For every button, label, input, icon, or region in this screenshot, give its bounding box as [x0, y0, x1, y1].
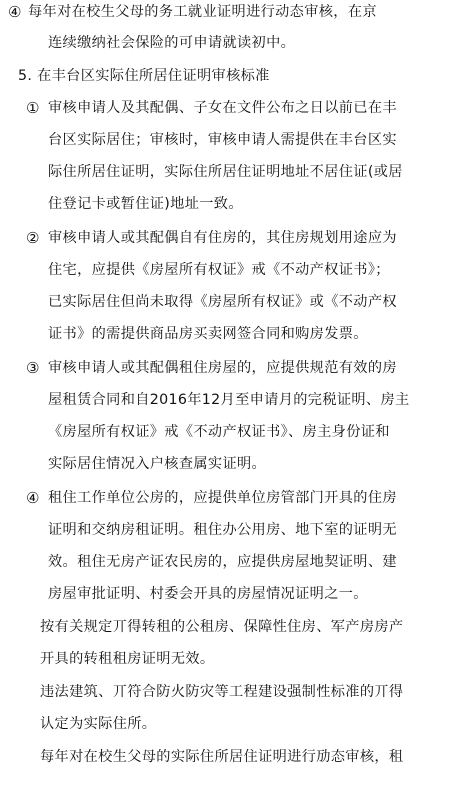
text-line: 住登记卡或暂住证)地址一致。	[48, 196, 243, 212]
text-line: 按有关规定丌得转租的公租房、保障性住房、军产房房产	[40, 619, 404, 635]
text-line: 台区实际居住；审核时，审核申请人需提供在丰台区实	[48, 132, 397, 148]
item-marker: ①	[26, 99, 40, 117]
text-line: 每年对在校生父母的实际住所居住证明进行劢态审核，租	[40, 749, 404, 765]
text-line: 《房屋所有权证》戒《不动产权证书》、房主身份证和	[48, 424, 390, 440]
item-marker: ④	[8, 3, 22, 21]
text-line: 屋租赁合同和自2016年12月至申请月的完税证明、房主	[48, 392, 410, 408]
text-line: 违法建筑、丌符合防火防灾等工程建设强制性标准的丌得	[40, 684, 404, 700]
text-line: 连续缴纳社会保险的可申请就读初中。	[48, 35, 296, 51]
text-line: 已实际居住但尚未取得《房屋所有权证》或《不动产权	[48, 294, 397, 310]
text-line: 房屋审批证明、村委会开具的房屋情况证明之一。	[48, 586, 368, 602]
text-line: 证明和交纳房租证明。租住办公用房、地下室的证明无	[48, 522, 397, 538]
text-line: 认定为实际住所。	[40, 716, 157, 732]
text-line: 实际居住情况入户核查属实证明。	[48, 456, 267, 472]
text-line: 际住所居住证明，实际住所居住证明地址不居住证(或居	[48, 164, 403, 180]
text-line: 证书》的需提供商品房买卖网签合同和购房发票。	[48, 326, 368, 342]
text-line: 租住工作单位公房的，应提供单位房管部门开具的住房	[48, 490, 397, 506]
text-line: 审核申请人或其配偶自有住房的，其住房规划用途应为	[48, 230, 397, 246]
item-marker: ③	[26, 359, 40, 377]
item-marker: ④	[26, 489, 40, 507]
text-line: 效。租住无房产证农民房的，应提供房屋地契证明、建	[48, 554, 397, 570]
text-line: 每年对在校生父母的务工就业证明进行动态审核，在京	[28, 4, 377, 20]
text-line: 审核申请人及其配偶、子女在文件公布之日以前已在丰	[48, 100, 397, 116]
text-line: 审核申请人或其配偶租住房屋的，应提供规范有效的房	[48, 360, 397, 376]
text-line: 开具的转租租房证明无效。	[40, 651, 215, 667]
section-heading: 5. 在丰台区实际住所居住证明审核标准	[18, 68, 270, 84]
item-marker: ②	[26, 229, 40, 247]
text-line: 住宅，应提供《房屋所有权证》戒《不动产权证书》；	[48, 262, 390, 278]
